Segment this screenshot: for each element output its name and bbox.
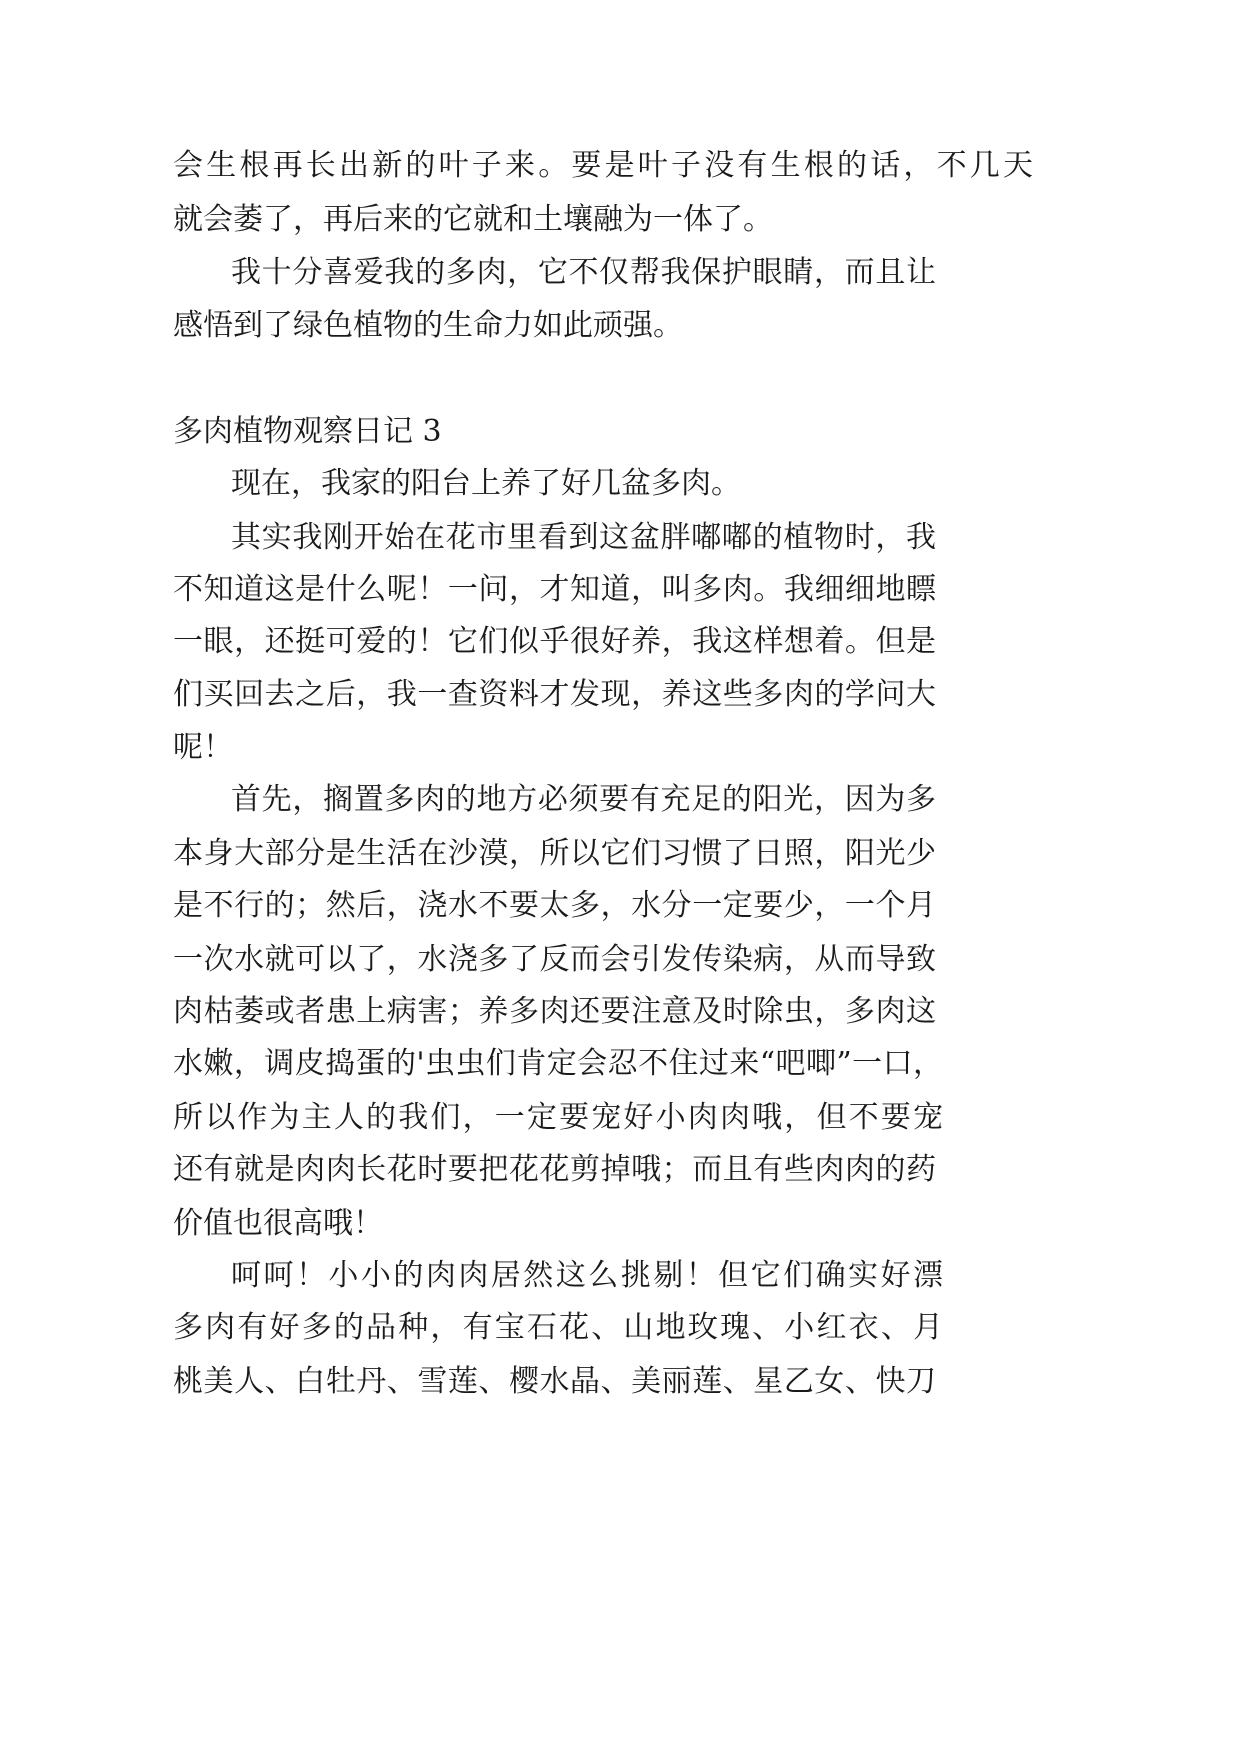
- body-text-line: 会生根再长出新的叶子来。要是叶子没有生根的话，不几天: [173, 148, 1033, 183]
- paragraph-first-line: 其实我刚开始在花市里看到这盆胖嘟嘟的植物时，我: [231, 520, 936, 555]
- body-text-line: 呢！: [173, 730, 233, 765]
- body-text-line: 们买回去之后，我一查资料才发现，养这些多肉的学问大: [173, 677, 936, 712]
- body-text-line: 水嫩，调皮捣蛋的'虫虫们肯定会忍不住过来“吧唧”一口，: [173, 1046, 943, 1081]
- paragraph-first-line: 首先，搁置多肉的地方必须要有充足的阳光，因为多: [231, 782, 936, 817]
- body-text-line: 感悟到了绿色植物的生命力如此顽强。: [173, 308, 683, 343]
- body-text-line: 不知道这是什么呢！一问，才知道，叫多肉。我细细地瞟: [173, 572, 936, 607]
- body-text-line: 还有就是肉肉长花时要把花花剪掉哦；而且有些肉肉的药: [173, 1152, 936, 1187]
- body-text-line: 肉枯萎或者患上病害；养多肉还要注意及时除虫，多肉这: [173, 994, 936, 1029]
- paragraph-first-line: 我十分喜爱我的多肉，它不仅帮我保护眼睛，而且让: [231, 255, 936, 290]
- body-text-line: 一眼，还挺可爱的！它们似乎很好养，我这样想着。但是: [173, 624, 936, 659]
- section-title: 多肉植物观察日记 3: [173, 414, 442, 449]
- body-text-line: 是不行的；然后，浇水不要太多，水分一定要少，一个月: [173, 888, 936, 923]
- body-text-line: 一次水就可以了，水浇多了反而会引发传染病，从而导致: [173, 942, 936, 977]
- body-text-line: 多肉有好多的品种，有宝石花、山地玫瑰、小红衣、月: [173, 1310, 943, 1345]
- body-text-line: 桃美人、白牡丹、雪莲、樱水晶、美丽莲、星乙女、快刀: [173, 1364, 936, 1399]
- body-text-line: 价值也很高哦！: [173, 1206, 383, 1241]
- body-text-line: 本身大部分是生活在沙漠，所以它们习惯了日照，阳光少: [173, 836, 936, 871]
- body-text-line: 所以作为主人的我们，一定要宠好小肉肉哦，但不要宠: [173, 1100, 943, 1135]
- body-text-line: 就会萎了，再后来的它就和土壤融为一体了。: [173, 202, 773, 237]
- paragraph-first-line: 呵呵！小小的肉肉居然这么挑剔！但它们确实好漂: [231, 1258, 943, 1293]
- paragraph-first-line: 现在，我家的阳台上养了好几盆多肉。: [231, 466, 741, 501]
